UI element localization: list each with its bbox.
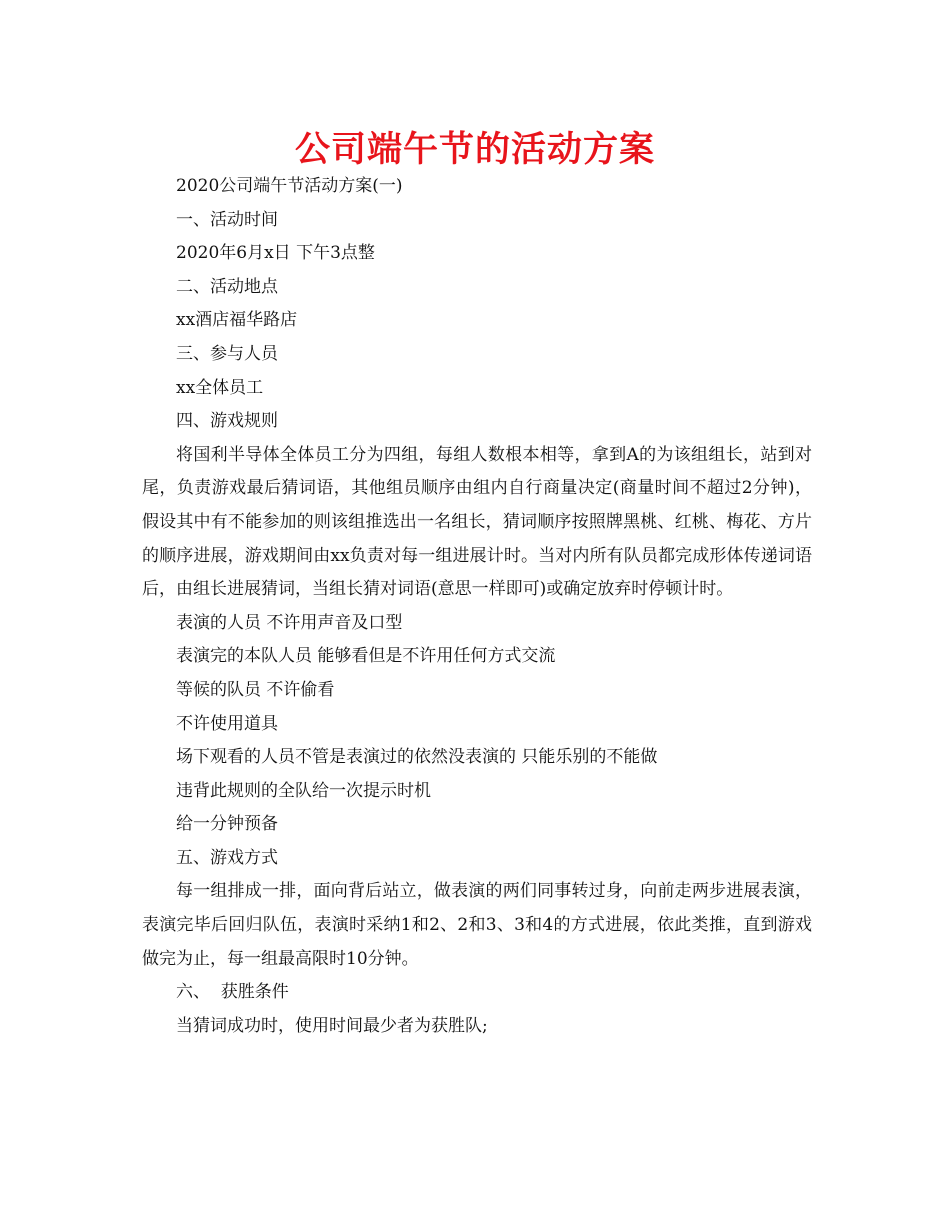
section-heading-participants: 三、参与人员 — [176, 343, 278, 364]
text-line: 2020公司端午节活动方案(一) — [176, 176, 403, 196]
text-line: xx全体员工 — [176, 377, 264, 398]
rule-item: 违背此规则的全队给一次提示时机 — [176, 780, 431, 801]
rule-item: 表演的人员 不许用声音及口型 — [176, 612, 403, 633]
section-heading-method: 五、游戏方式 — [176, 847, 278, 868]
rules-paragraph: 将国利半导体全体员工分为四组，每组人数根本相等，拿到A的为该组组长，站到对尾，负责游戏最后猜词语，其他组员顺序由组内自行商量决定(商量时间不超过2分钟)，假设其中有不能参加的则该组推选出一名组长，猜词顺序按照牌黑桃、红桃、梅花、方片的顺序进展，游戏期间由xx负责对每一组进展计时。当对内所有队员都完成形体传递词语后，由组长进展猜词，当组长猜对词语(意思一样即可)或确定放弃时停顿计时。 — [142, 444, 812, 600]
rule-item: 给一分钟预备 — [176, 814, 278, 835]
section-heading-win-conditions: 六、 获胜条件 — [176, 982, 289, 1003]
rule-item: 不许使用道具 — [176, 713, 278, 734]
document-title: 公司端午节的活动方案 — [294, 130, 655, 170]
rule-item: 场下观看的人员不管是表演过的依然没表演的 只能乐别的不能做 — [176, 747, 658, 768]
document-body — [142, 170, 812, 1043]
text-line: 当猜词成功时，使用时间最少者为获胜队; — [176, 1015, 488, 1036]
rule-item: 表演完的本队人员 能够看但是不许用任何方式交流 — [176, 646, 556, 667]
section-heading-rules: 四、游戏规则 — [176, 411, 278, 432]
rule-item: 等候的队员 不许偷看 — [176, 679, 335, 700]
section-heading-time: 一、活动时间 — [176, 209, 278, 230]
text-line: 2020年6月x日 下午3点整 — [176, 243, 375, 264]
section-heading-location: 二、活动地点 — [176, 276, 278, 297]
method-paragraph: 每一组排成一排，面向背后站立，做表演的两们同事转过身，向前走两步进展表演，表演完毕后回归队伍，表演时采纳1和2、2和3、3和4的方式进展，依此类推，直到游戏做完为止，每一组最高限时10分钟。 — [142, 881, 812, 969]
text-line: xx酒店福华路店 — [176, 310, 298, 331]
